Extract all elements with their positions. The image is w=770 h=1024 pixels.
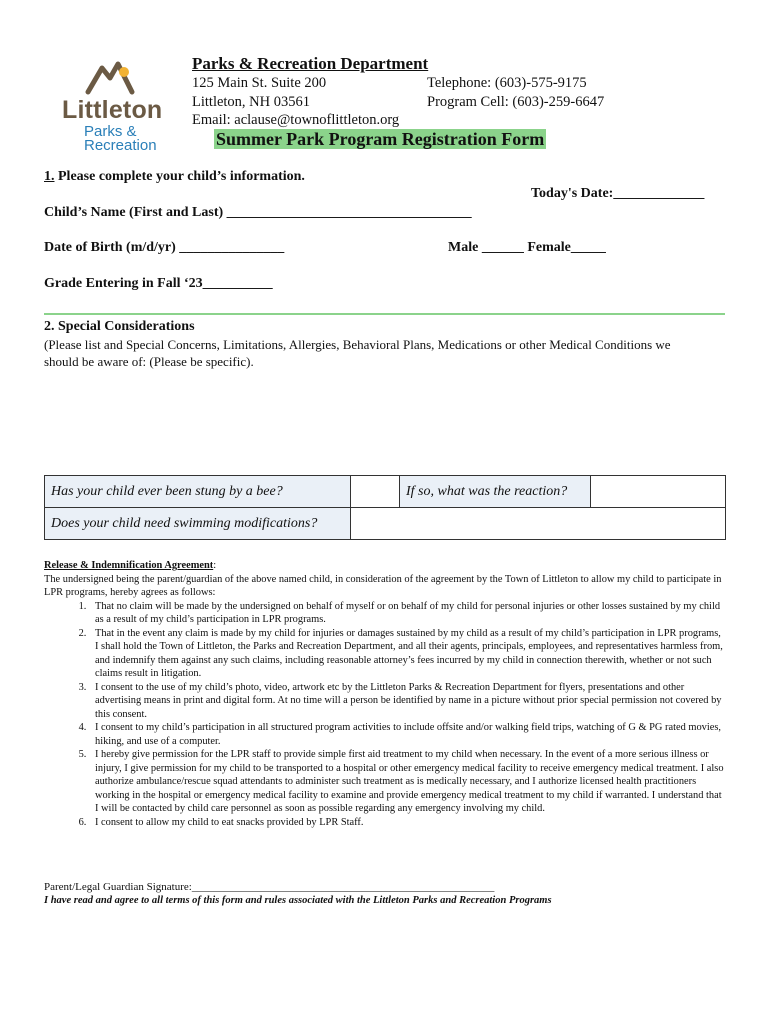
list-item: 4. I consent to my child’s participation in all structured program activities to include offsite and/or walking field trips, watching of G & PG rated movies, hiking, and use of a computer. [89,721,726,748]
questions-table [44,475,726,540]
section2-description-line2: should be aware of: (Please be specific). [44,354,254,369]
address-line1: 125 Main St. Suite 200 [192,75,327,91]
release-list [44,600,726,830]
logo-subtitle-line2: Recreation [84,137,157,154]
reaction-question: If so, what was the reaction? [400,476,591,508]
gender-field[interactable]: Male ______ Female_____ [448,240,606,255]
agreement-statement: I have read and agree to all terms of this form and rules associated with the Littleton Parks and Recreation Programs [44,895,552,906]
program-cell: Program Cell: (603)-259-6647 [427,94,605,110]
list-item: 2. That in the event any claim is made by my child for injuries or damages sustained by my child as a result of my child’s participation in LPR programs, I shall hold the Town of Littleton, the Parks and Recreation Department, and all their agents, principals, employees, and representatives harmless from, and indemnify them against any such claims, including reasonable attorney’s fees incurred by my child in connection therewith, whether or not such claims result in litigation. [89,627,726,681]
list-item: 6. I consent to allow my child to eat snacks provided by LPR Staff. [89,816,726,830]
littleton-logo [60,58,170,158]
department-name: Parks & Recreation Department [192,54,429,73]
table-row [45,476,726,508]
address-line2: Littleton, NH 03561 [192,94,311,110]
date-of-birth-field[interactable]: Date of Birth (m/d/yr) _______________ [44,240,285,255]
telephone: Telephone: (603)-575-9175 [427,75,587,91]
bee-answer-cell[interactable] [351,476,400,508]
logo-title: Littleton [62,96,163,124]
swim-answer-cell[interactable] [351,508,726,540]
mountain-icon [60,58,170,98]
section2-heading: 2. Special Considerations [44,319,195,334]
childs-name-field[interactable]: Child’s Name (First and Last) ___________________________________ [44,205,472,220]
release-heading: Release & Indemnification Agreement: [44,560,217,571]
signature-field[interactable]: Parent/Legal Guardian Signature:_______________________________________________________ [44,881,495,893]
section1-heading: 1. Please complete your child’s information. [44,169,305,184]
release-intro: The undersigned being the parent/guardian of the above named child, in consideration of the agreement by the Town of Littleton to allow my child to participate in LPR programs, hereby agrees as follows: [44,573,722,598]
bee-question: Has your child ever been stung by a bee? [45,476,351,508]
email: Email: aclause@townoflittleton.org [192,112,400,128]
table-row [45,508,726,540]
swim-question: Does your child need swimming modifications? [45,508,351,540]
logo-subtitle-line1: Parks & [84,123,137,140]
grade-field[interactable]: Grade Entering in Fall ‘23__________ [44,276,273,291]
list-item: 5. I hereby give permission for the LPR staff to provide simple first aid treatment to my child when necessary. In the event of a more serious illness or injury, I give permission for my child to be transported to a hospital or other emergency medical facility to receive emergency medical treatment. I also authorize ambulance/rescue squad attendants to administer such treatment as is medically necessary, and I authorize licensed health practitioners working in the hospital or emergency medical facility to examine and provide emergency medical treatment to my child if warranted. I understand that I will be contacted by child care personnel as soon as possible regarding any emergency involving my child. [89,748,726,816]
reaction-answer-cell[interactable] [591,476,726,508]
release-section [44,559,726,829]
list-item: 3. I consent to the use of my child’s photo, video, artwork etc by the Littleton Parks & Recreation Department for flyers, presentations and other advertising means in print and digital form. At no time will a person be identified by name in a picture without prior special permission not covered by this consent. [89,681,726,722]
list-item: 1. That no claim will be made by the undersigned on behalf of myself or on behalf of my child for personal injuries or other losses sustained by my child as a result of my child’s participation in LPR programs. [89,600,726,627]
todays-date-field[interactable]: Today's Date:_____________ [531,186,705,201]
form-title: Summer Park Program Registration Form [216,129,545,149]
section2-description-line1: (Please list and Special Concerns, Limitations, Allergies, Behavioral Plans, Medications or other Medical Conditions we [44,337,671,352]
section-divider [44,313,725,315]
